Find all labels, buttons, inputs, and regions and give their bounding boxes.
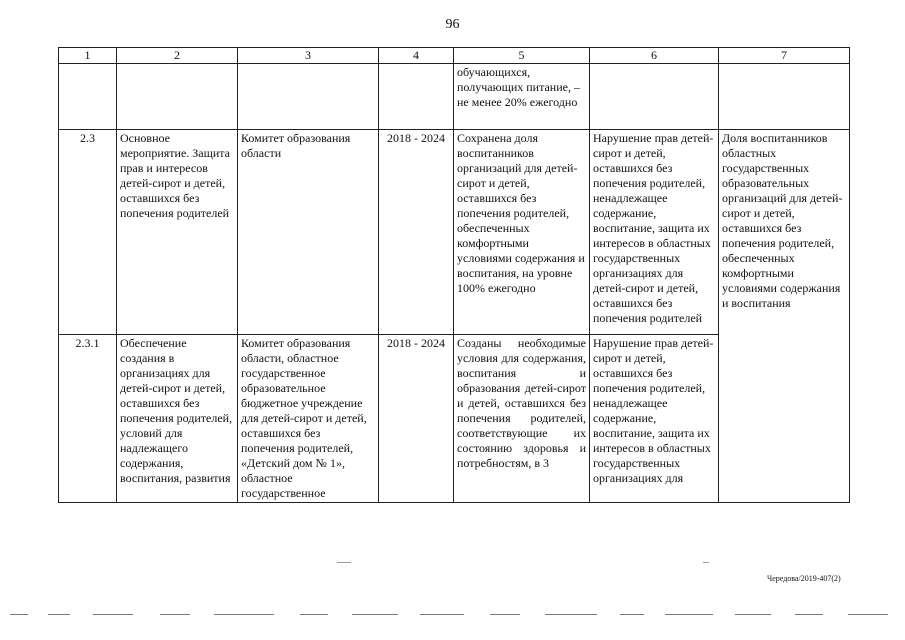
scan-mark (337, 562, 351, 563)
result-cell: Сохранена доля воспитанников организаций для детей-сирот и детей, оставшихся без попечения родителей, обеспеченных комфортными условиями содержания и воспитания, на уровне 100% ежегодно (454, 130, 590, 335)
column-header: 2 (117, 48, 238, 64)
column-header: 3 (238, 48, 379, 64)
measure-cell: Основное мероприятие. Защита прав и интересов детей-сирот и детей, оставшихся без попечения родителей (117, 130, 238, 335)
measure-cell (117, 64, 238, 130)
row-number: 2.3 (59, 130, 117, 335)
consequence-cell (590, 64, 719, 130)
consequence-cell: Нарушение прав детей-сирот и детей, оставшихся без попечения родителей, ненадлежащее содержание, воспитание, защита их интересов в областных государственных организациях для (590, 335, 719, 503)
executor-cell: Комитет образования области (238, 130, 379, 335)
row-number (59, 64, 117, 130)
scan-mark (703, 562, 709, 563)
column-header: 5 (454, 48, 590, 64)
executor-cell (238, 64, 379, 130)
result-cell: обучающихся, получающих питание, – не менее 20% ежегодно (454, 64, 590, 130)
document-code: Чередова/2019-407(2) (767, 574, 841, 583)
column-header: 7 (719, 48, 850, 64)
result-cell: Созданы необходимые условия для содержания, воспитания и образования детей-сирот и детей, оставшихся без попечения родителей, соответствующие их состоянию здоровья и потребностям, в 3 (454, 335, 590, 503)
header-row (59, 48, 850, 64)
table-row (59, 130, 850, 335)
years-cell (379, 64, 454, 130)
row-number: 2.3.1 (59, 335, 117, 503)
indicator-cell (719, 64, 850, 130)
program-table (58, 47, 850, 503)
column-header: 1 (59, 48, 117, 64)
measure-cell: Обеспечение создания в организациях для детей-сирот и детей, оставшихся без попечения родителей, условий для надлежащего содержания, воспитания, развития (117, 335, 238, 503)
indicator-cell: Доля воспитанников областных государственных образовательных организаций для детей-сирот и детей, оставшихся без попечения родителей, обеспеченных комфортными условиями содержания и воспитания (719, 130, 850, 503)
table-row (59, 64, 850, 130)
executor-cell: Комитет образования области, областное государственное образовательное бюджетное учреждение для детей-сирот и детей, оставшихся без попечения родителей, «Детский дом № 1», областное государственное (238, 335, 379, 503)
page-number: 96 (445, 17, 460, 32)
years-cell: 2018 - 2024 (379, 335, 454, 503)
years-cell: 2018 - 2024 (379, 130, 454, 335)
consequence-cell: Нарушение прав детей-сирот и детей, оставшихся без попечения родителей, ненадлежащее содержание, воспитание, защита их интересов в областных государственных организациях для детей-сирот и детей, оставшихся без попечения родителей (590, 130, 719, 335)
column-header: 4 (379, 48, 454, 64)
column-header: 6 (590, 48, 719, 64)
